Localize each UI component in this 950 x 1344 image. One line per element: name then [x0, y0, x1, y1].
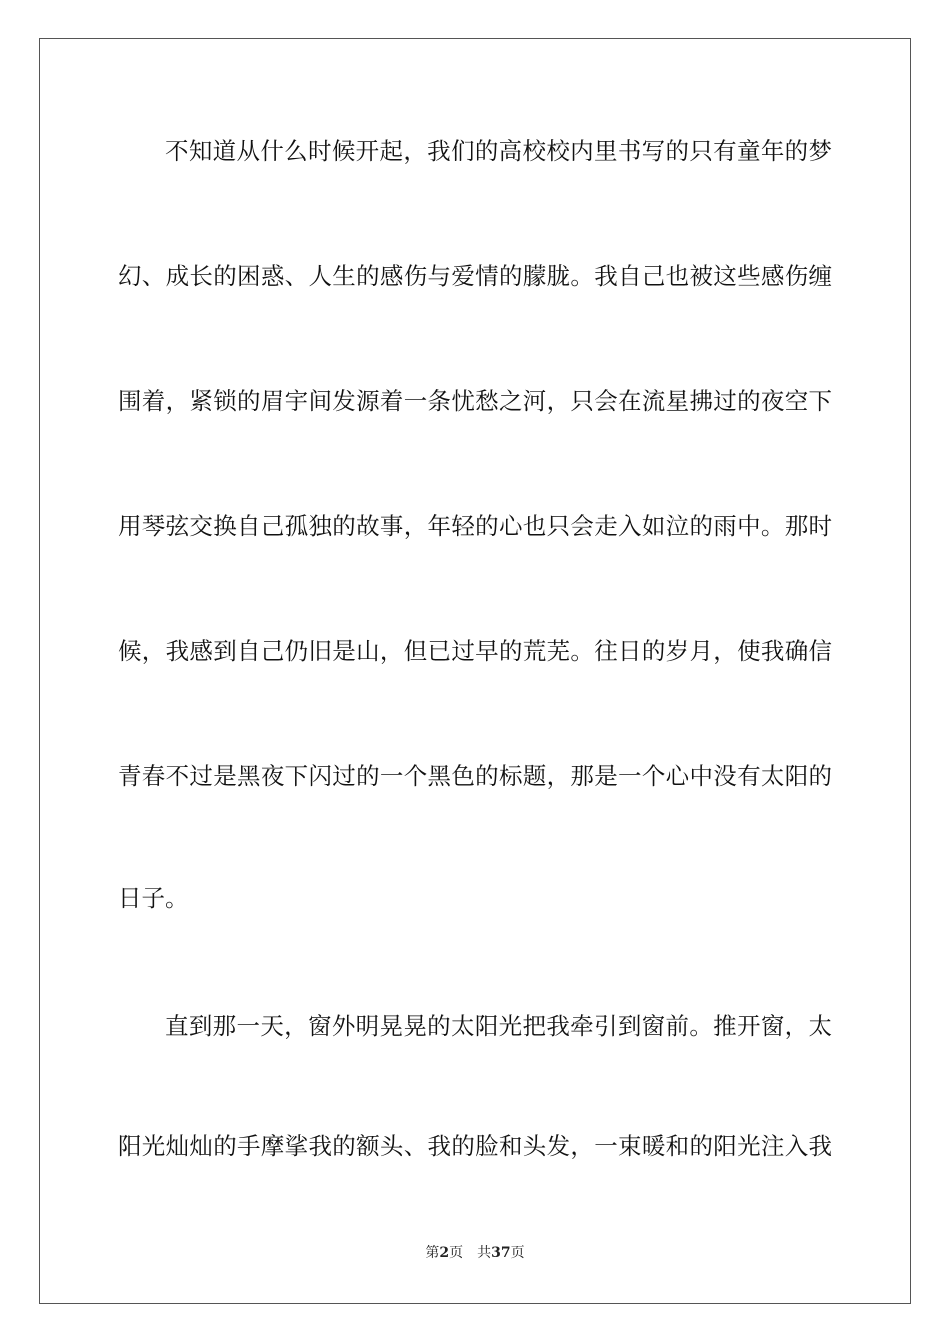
- paragraph-line: 青春不过是黑夜下闪过的一个黑色的标题，那是一个心中没有太阳的: [118, 762, 832, 790]
- paragraph-line: 不知道从什么时候开起，我们的高校校内里书写的只有童年的梦: [165, 137, 832, 165]
- paragraph-line: 日子。: [118, 884, 189, 912]
- paragraph-line: 幻、成长的困惑、人生的感伤与爱情的朦胧。我自己也被这些感伤缠: [118, 262, 832, 290]
- page-suffix: 页: [449, 1245, 464, 1261]
- page-prefix: 第: [425, 1245, 440, 1261]
- paragraph-line: 候，我感到自己仍旧是山，但已过早的荒芜。往日的岁月，使我确信: [118, 637, 832, 665]
- total-suffix: 页: [510, 1245, 525, 1261]
- page-border: [39, 38, 911, 1304]
- total-pages: 37: [491, 1245, 511, 1261]
- paragraph-line: 围着，紧锁的眉宇间发源着一条忧愁之河，只会在流星拂过的夜空下: [118, 387, 832, 415]
- page-number: 2: [439, 1245, 450, 1261]
- page-footer: [0, 1244, 950, 1262]
- paragraph-line: 阳光灿灿的手摩挲我的额头、我的脸和头发，一束暖和的阳光注入我: [118, 1132, 832, 1160]
- total-prefix: 共: [477, 1245, 492, 1261]
- paragraph-line: 用琴弦交换自己孤独的故事，年轻的心也只会走入如泣的雨中。那时: [118, 512, 832, 540]
- paragraph-line: 直到那一天，窗外明晃晃的太阳光把我牵引到窗前。推开窗，太: [165, 1012, 832, 1040]
